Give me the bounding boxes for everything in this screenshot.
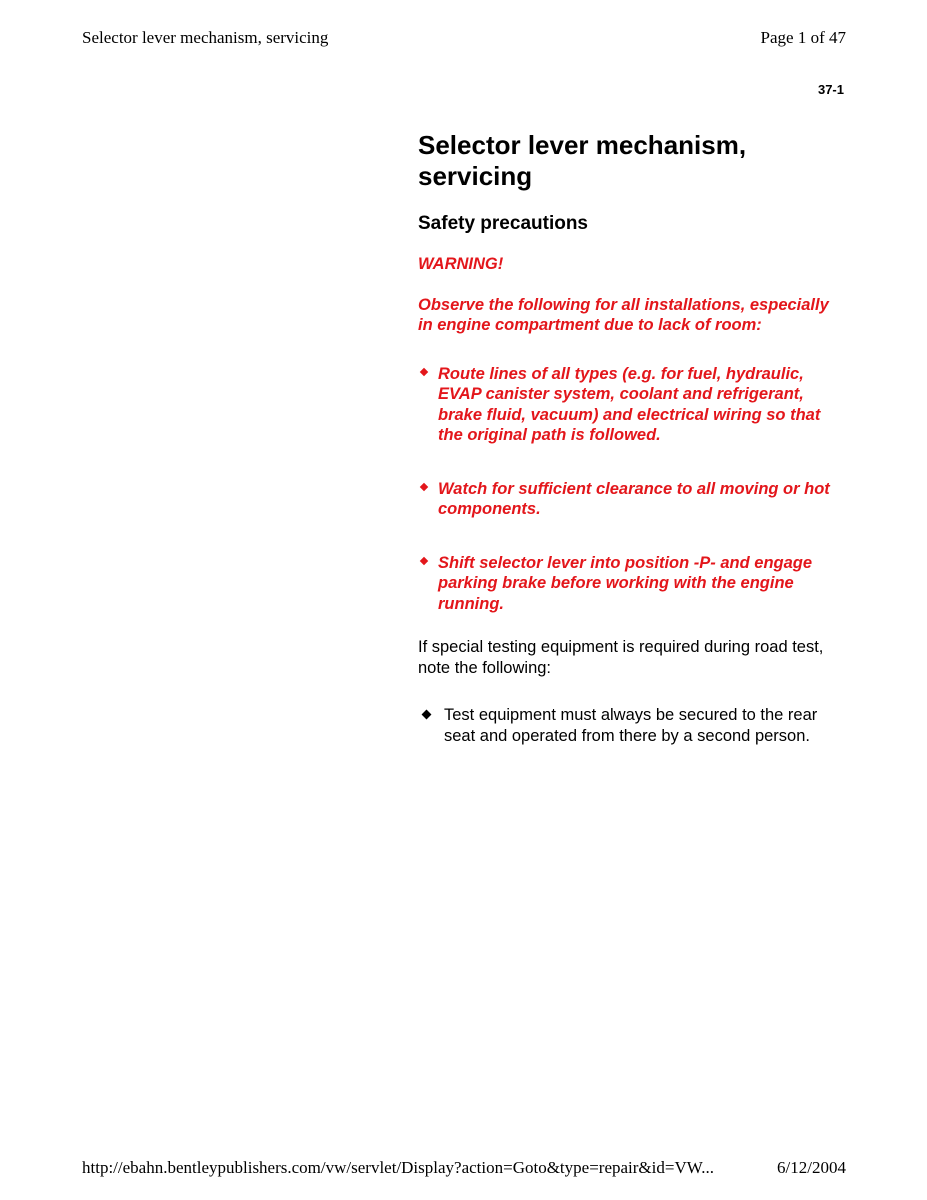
page-code: 37-1	[817, 82, 844, 97]
red-diamond-bullet-icon	[421, 369, 428, 376]
footer-date: 6/12/2004	[777, 1158, 846, 1177]
warning-item-text: Shift selector lever into position -P- and engage parking brake before working with the engine running.	[438, 553, 813, 613]
print-footer	[82, 1158, 846, 1180]
warning-list	[418, 364, 838, 615]
test-item-text: Test equipment must always be secured to the rear seat and operated from there by a second person.	[444, 706, 818, 745]
document-content	[418, 130, 838, 746]
test-equipment-intro: If special testing equipment is required during road test, note the following:	[418, 638, 824, 677]
red-diamond-bullet-icon	[421, 558, 428, 565]
warning-list-item	[418, 479, 838, 520]
header-page-info: Page 1 of 47	[760, 28, 846, 47]
document-title-line-1: Selector lever mechanism,	[418, 130, 747, 160]
warning-list-item	[418, 553, 838, 615]
warning-intro: Observe the following for all installations, especially in engine compartment due to lack of room:	[418, 295, 829, 334]
warning-item-text: Watch for sufficient clearance to all moving or hot components.	[438, 479, 830, 518]
print-header	[82, 28, 846, 50]
black-diamond-bullet-icon	[422, 710, 431, 719]
section-heading-safety-precautions: Safety precautions	[418, 213, 588, 234]
header-document-title: Selector lever mechanism, servicing	[82, 28, 329, 47]
warning-label: WARNING!	[418, 255, 504, 273]
document-title-line-2: servicing	[418, 161, 533, 191]
footer-url: http://ebahn.bentleypublishers.com/vw/servlet/Display?action=Goto&type=repair&id=VW...	[82, 1158, 714, 1177]
warning-item-text: Route lines of all types (e.g. for fuel, hydraulic, EVAP canister system, coolant and refrigerant, brake fluid, vacuum) and electrical wiring so that the original path is followed.	[438, 364, 821, 444]
test-equipment-list-item	[418, 705, 838, 746]
warning-list-item	[418, 364, 838, 446]
test-equipment-list	[418, 705, 838, 746]
red-diamond-bullet-icon	[421, 484, 428, 491]
document-title	[418, 130, 838, 192]
